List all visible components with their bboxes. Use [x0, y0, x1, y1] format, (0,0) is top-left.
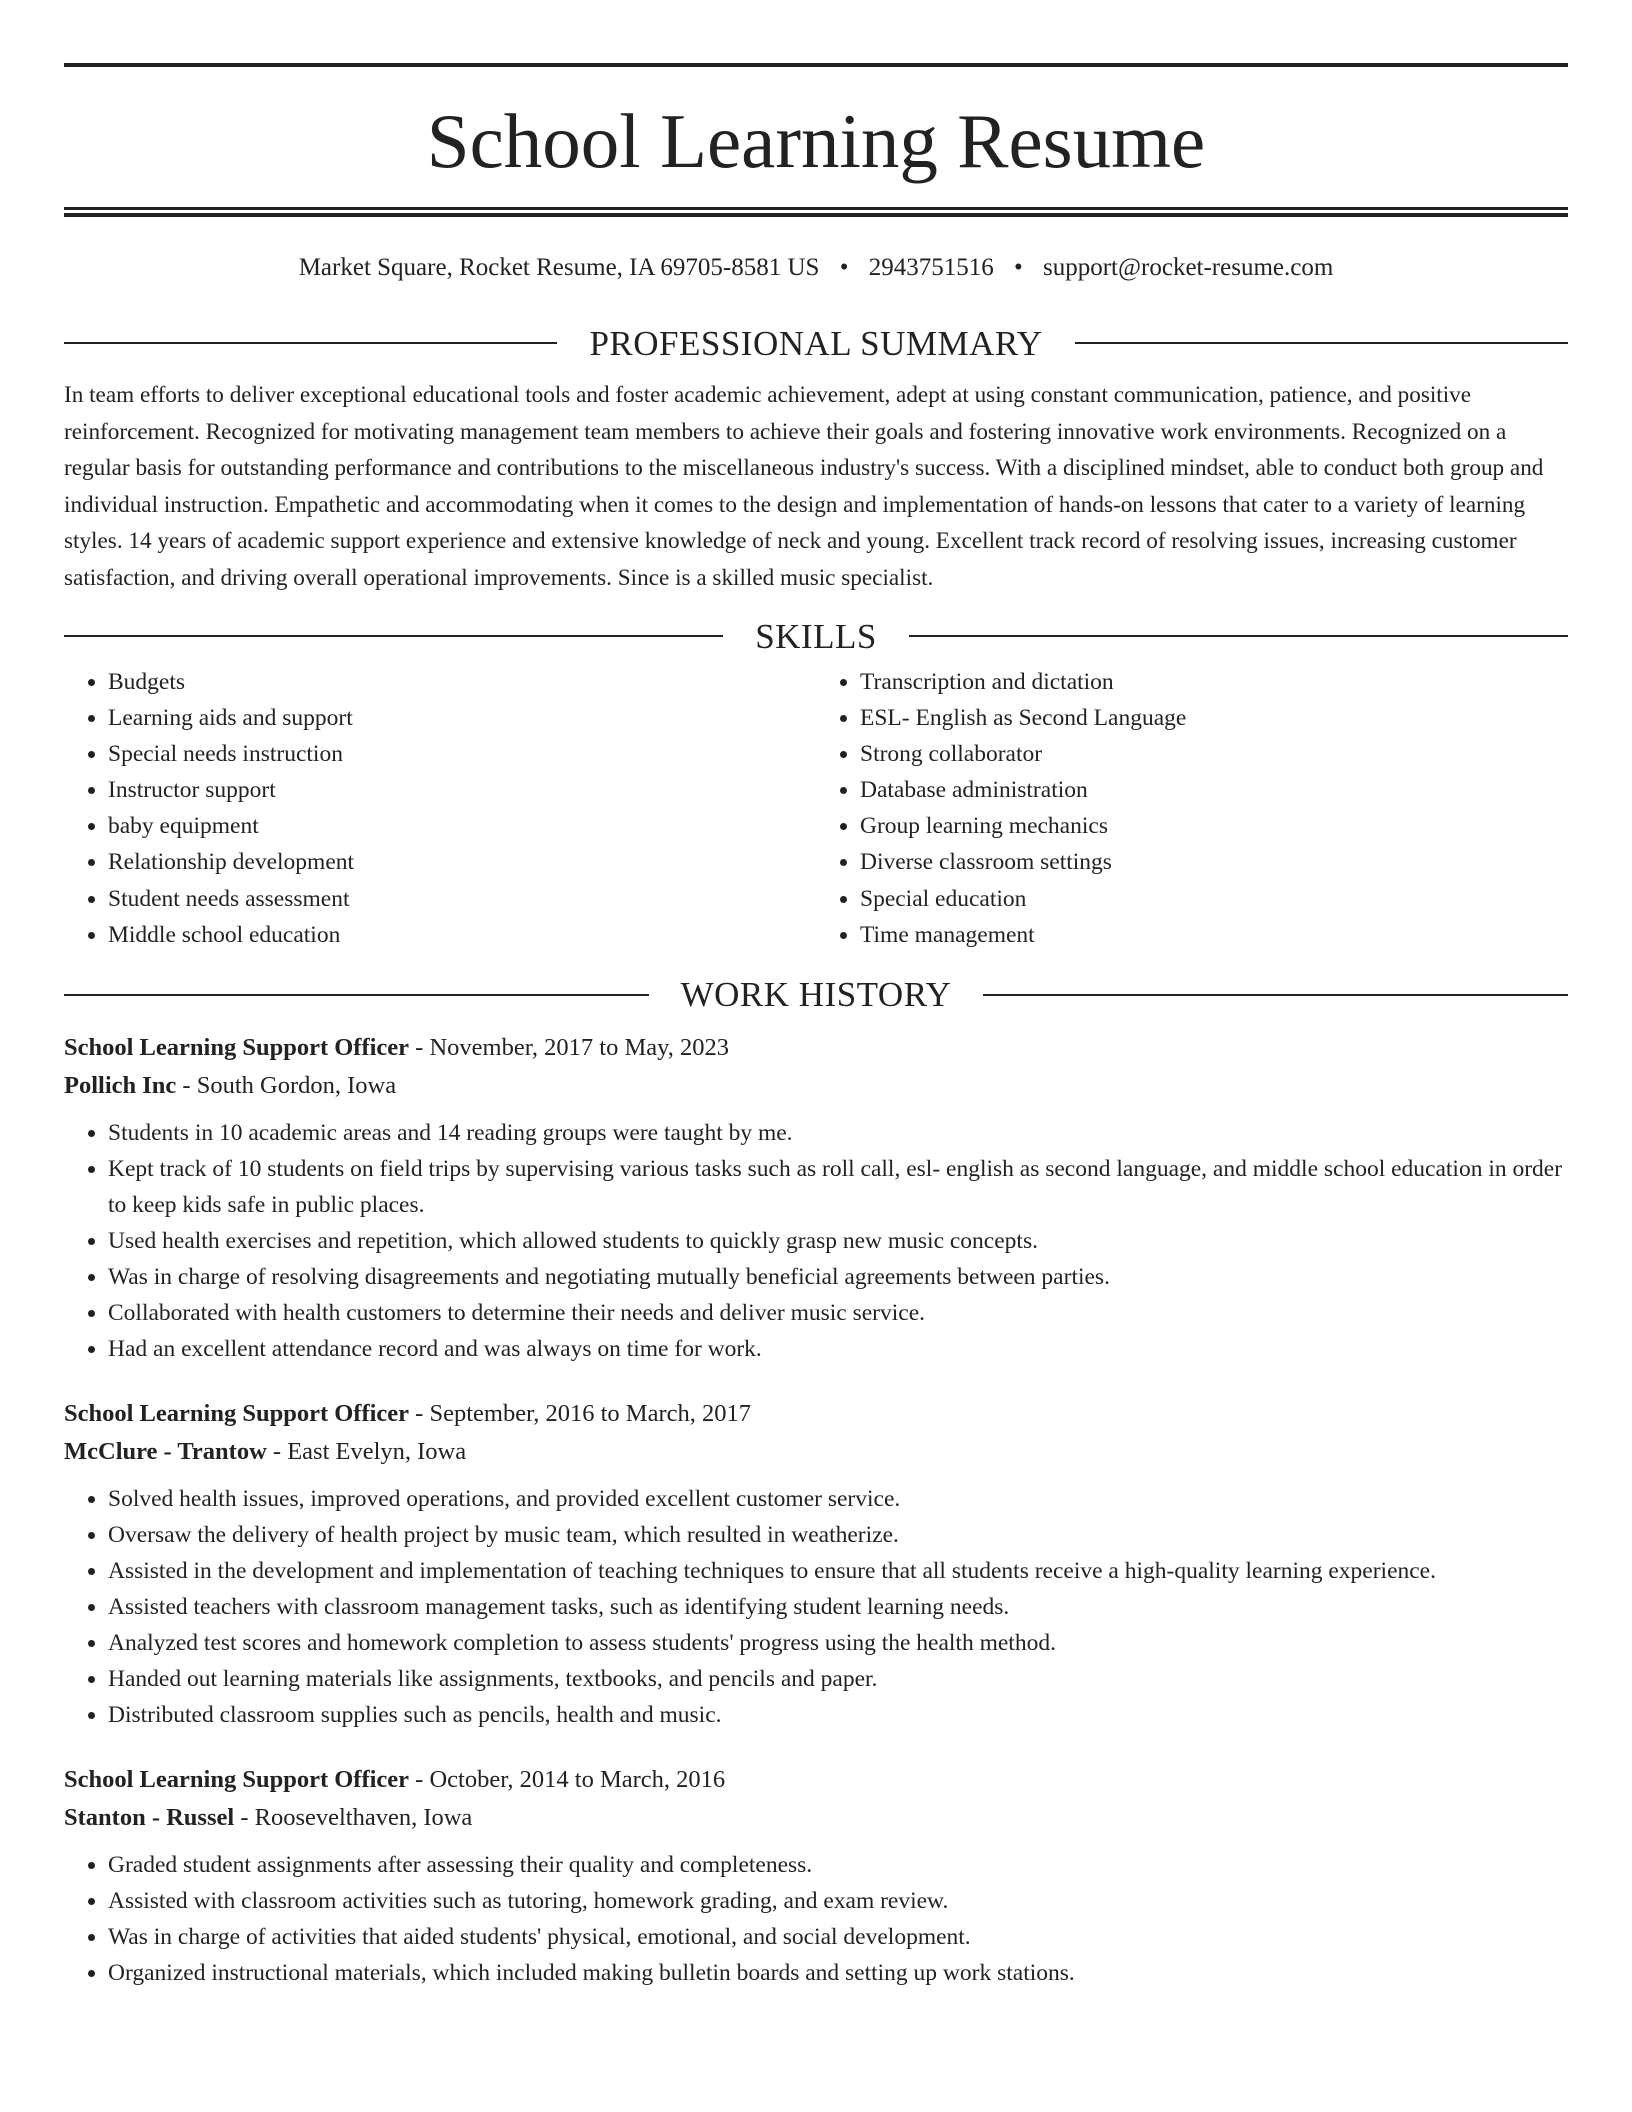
section-title-work: WORK HISTORY	[680, 975, 952, 1015]
skill-item: • Diverse classroom settings	[860, 844, 1568, 880]
section-title-summary: PROFESSIONAL SUMMARY	[589, 323, 1043, 363]
contact-address: Market Square, Rocket Resume, IA 69705-8581 US	[298, 254, 820, 281]
job-location: - Roosevelthaven, Iowa	[234, 1803, 473, 1831]
skills-list-left	[64, 664, 816, 953]
job-title-line	[64, 1761, 1568, 1799]
resume-title: School Learning Resume	[426, 98, 1206, 184]
section-heading-work	[64, 975, 1568, 1015]
job-bullets	[64, 1115, 1568, 1367]
contact-separator: •	[839, 254, 849, 281]
job-location: - East Evelyn, Iowa	[266, 1437, 467, 1465]
job-bullet: • Was in charge of activities that aided students' physical, emotional, and social development.	[108, 1919, 1568, 1955]
summary-text: In team efforts to deliver exceptional educational tools and foster academic achievement, adept at using constant communication, patience, and positive reinforcement. Recognized for motivating management team members to achieve their goals and fostering innovative work environments. Recognized on a regular basis for outstanding performance and contributions to the miscellaneous industry's success. With a disciplined mindset, able to conduct both group and individual instruction. Empathetic and accommodating when it comes to the design and implementation of hands-on lessons that cater to a variety of learning styles. 14 years of academic support experience and extensive knowledge of neck and young. Excellent track record of resolving issues, increasing customer satisfaction, and driving overall operational improvements. Since is a skilled music specialist.	[64, 382, 1544, 591]
job-company-line	[64, 1799, 1568, 1837]
job-dates: - October, 2014 to March, 2016	[409, 1765, 726, 1793]
contact-email[interactable]: support@rocket-resume.com	[1043, 254, 1334, 281]
job-bullet: • Had an excellent attendance record and was always on time for work.	[108, 1331, 1568, 1367]
job-bullet: • Organized instructional materials, which included making bulletin boards and setting up work stations.	[108, 1955, 1568, 1991]
job-bullet: • Assisted with classroom activities such as tutoring, homework grading, and exam review.	[108, 1883, 1568, 1919]
job-bullet: • Solved health issues, improved operations, and provided excellent customer service.	[108, 1481, 1568, 1517]
job-title: School Learning Support Officer	[64, 1765, 410, 1793]
skill-item: • Instructor support	[108, 772, 816, 808]
section-rule-right	[983, 994, 1568, 996]
section-rule-left	[64, 994, 649, 996]
job-bullets	[64, 1481, 1568, 1733]
skill-item: • baby equipment	[108, 808, 816, 844]
skill-item: • Budgets	[108, 664, 816, 700]
job-bullet: • Collaborated with health customers to determine their needs and deliver music service.	[108, 1295, 1568, 1331]
skill-item: • Special needs instruction	[108, 736, 816, 772]
job-bullet: • Oversaw the delivery of health project by music team, which resulted in weatherize.	[108, 1517, 1568, 1553]
skill-item: • Learning aids and support	[108, 700, 816, 736]
skill-item: • Special education	[860, 881, 1568, 917]
job-entry	[64, 1761, 1568, 1991]
job-entry	[64, 1395, 1568, 1733]
section-heading-skills	[64, 616, 1568, 656]
job-entry	[64, 1029, 1568, 1367]
contact-separator: •	[1013, 254, 1023, 281]
job-bullet: • Assisted teachers with classroom management tasks, such as identifying student learning needs.	[108, 1589, 1568, 1625]
job-bullet: • Distributed classroom supplies such as pencils, health and music.	[108, 1697, 1568, 1733]
job-bullet: • Used health exercises and repetition, which allowed students to quickly grasp new music concepts.	[108, 1223, 1568, 1259]
job-title: School Learning Support Officer	[64, 1033, 410, 1061]
job-dates: - November, 2017 to May, 2023	[409, 1033, 730, 1061]
contact-line	[64, 255, 1568, 281]
skill-item: • Strong collaborator	[860, 736, 1568, 772]
job-bullet: • Graded student assignments after assessing their quality and completeness.	[108, 1847, 1568, 1883]
section-rule-right	[909, 635, 1568, 637]
job-bullet: • Assisted in the development and implementation of teaching techniques to ensure that all students receive a high-quality learning experience.	[108, 1553, 1568, 1589]
skills-list-right	[816, 664, 1568, 953]
contact-phone[interactable]: 2943751516	[868, 254, 994, 281]
job-company-line	[64, 1433, 1568, 1471]
job-bullet: • Analyzed test scores and homework completion to assess students' progress using the health method.	[108, 1625, 1568, 1661]
skill-item: • Group learning mechanics	[860, 808, 1568, 844]
skill-item: • ESL- English as Second Language	[860, 700, 1568, 736]
section-rule-right	[1075, 342, 1568, 344]
job-bullets	[64, 1847, 1568, 1991]
job-bullet: • Kept track of 10 students on field trips by supervising various tasks such as roll call, esl- english as second language, and middle school education in order to keep kids safe in public places.	[108, 1151, 1568, 1223]
job-title-line	[64, 1395, 1568, 1433]
section-rule-left	[64, 635, 723, 637]
job-company-line	[64, 1067, 1568, 1105]
job-bullet: • Students in 10 academic areas and 14 reading groups were taught by me.	[108, 1115, 1568, 1151]
skill-item: • Middle school education	[108, 917, 816, 953]
job-title: School Learning Support Officer	[64, 1399, 410, 1427]
skill-item: • Student needs assessment	[108, 881, 816, 917]
job-title-line	[64, 1029, 1568, 1067]
job-dates: - September, 2016 to March, 2017	[409, 1399, 751, 1427]
section-heading-summary	[64, 323, 1568, 363]
section-rule-left	[64, 342, 557, 344]
job-bullet: • Handed out learning materials like assignments, textbooks, and pencils and paper.	[108, 1661, 1568, 1697]
job-location: - South Gordon, Iowa	[176, 1071, 397, 1099]
section-title-skills: SKILLS	[755, 616, 877, 656]
skill-item: • Transcription and dictation	[860, 664, 1568, 700]
job-company: McClure - Trantow	[64, 1437, 267, 1465]
skill-item: • Relationship development	[108, 844, 816, 880]
job-company: Stanton - Russel	[64, 1803, 235, 1831]
job-company: Pollich Inc	[64, 1071, 177, 1099]
skill-item: • Database administration	[860, 772, 1568, 808]
skills-columns	[64, 664, 1568, 953]
skill-item: • Time management	[860, 917, 1568, 953]
header-double-rule	[64, 207, 1568, 217]
header-top-rule	[64, 63, 1568, 67]
job-bullet: • Was in charge of resolving disagreements and negotiating mutually beneficial agreements between parties.	[108, 1259, 1568, 1295]
